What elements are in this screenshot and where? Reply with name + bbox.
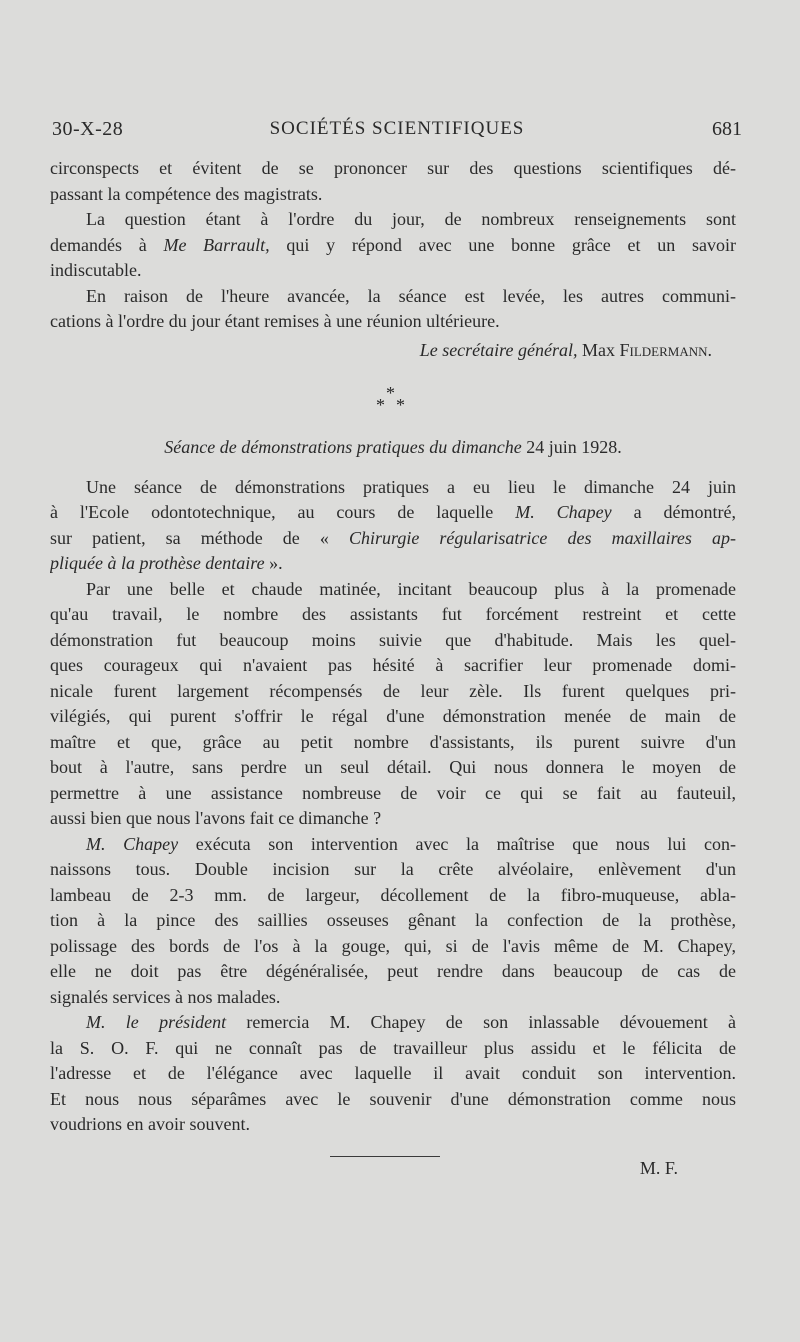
text-line: bout à l'autre, sans perdre un seul détail. Qui nous donnera le moyen de [50, 757, 736, 777]
paragraph-6 [50, 832, 736, 1011]
text-line: permettre à une assistance nombreuse de voir ce qui se fait au fauteuil, [50, 782, 736, 803]
paragraph-2 [50, 207, 736, 284]
section-heading: SOCIÉTÉS SCIENTIFIQUES [269, 118, 525, 139]
asterism [50, 381, 736, 421]
text-line: lambeau de 2-3 mm. de largeur, décollement de la fibro-muqueuse, abla- [50, 884, 736, 905]
text-line: cations à l'ordre du jour étant remises à une réunion ultérieure. [50, 311, 500, 331]
paragraph-7 [50, 1010, 736, 1138]
text-run: exécuta son intervention avec la maîtrise que nous lui con- [178, 833, 736, 854]
text-run: remercia M. Chapey de son inlassable dévouement à [226, 1012, 736, 1032]
paragraph-3 [50, 284, 736, 335]
section-title-date: 24 juin 1928. [526, 437, 622, 457]
text-line: elle ne doit pas être dégénéralisée, peut rendre dans beaucoup de cas de [50, 961, 736, 981]
text-line: Et nous nous séparâmes avec le souvenir d'une démonstration comme nous [50, 1088, 736, 1109]
text-line [50, 1010, 736, 1036]
text-line [50, 526, 736, 552]
signature [50, 338, 736, 364]
text-line: aussi bien que nous l'avons fait ce dimanche ? [50, 808, 382, 828]
signature-name-prefix: Max [581, 339, 620, 360]
text-line [50, 233, 736, 259]
paragraph-5 [50, 577, 736, 832]
text-line: la S. O. F. qui ne connaît pas de travailleur plus assidu et le félicita de [50, 1037, 736, 1058]
asterism-star: * [396, 395, 405, 415]
text-line: nicale furent largement récompensés de leur zèle. Ils furent quelques pri- [50, 680, 736, 701]
person-name: Me Barrault, [163, 234, 270, 255]
signature-name: Fildermann. [619, 339, 712, 360]
text-line: ques courageux qui n'avaient pas hésité à sacrifier leur promenade domi- [50, 655, 736, 675]
text-line: La question étant à l'ordre du jour, de nombreux renseignements sont [86, 209, 736, 229]
page-number: 681 [712, 118, 742, 140]
text-line: vilégiés, qui purent s'offrir le régal d'une démonstration menée de main de [50, 706, 736, 726]
issue-date: 30-X-28 [52, 118, 124, 140]
section-title-text: Séance de démonstrations pratiques du dimanche [164, 437, 527, 457]
text-line: passant la compétence des magistrats. [50, 183, 323, 204]
article-body [50, 156, 736, 1181]
text-line: circonspects et évitent de se prononcer sur des questions scientifiques dé- [50, 158, 736, 178]
text-run: qui y répond avec une bonne grâce et un savoir [269, 234, 736, 255]
signature-role: Le secrétaire général, [419, 339, 578, 360]
text-line: indiscutable. [50, 260, 142, 280]
text-line: Par une belle et chaude matinée, incitant beaucoup plus à la promenade [86, 578, 736, 599]
text-line [50, 500, 736, 526]
method-title: Chirurgie régularisatrice des maxillaires ap- [348, 527, 736, 548]
text-run: demandés à [50, 234, 164, 255]
text-line: Une séance de démonstrations pratiques a eu lieu le dimanche 24 juin [86, 476, 736, 497]
text-run: a démontré, [611, 502, 736, 522]
method-title: pliquée à la prothèse dentaire [50, 553, 265, 573]
end-rule [330, 1156, 440, 1157]
running-head [52, 118, 742, 148]
asterism-star: * [376, 395, 385, 415]
text-line: naissons tous. Double incision sur la crête alvéolaire, enlèvement d'un [50, 859, 736, 879]
text-line [50, 832, 736, 858]
paragraph-4 [50, 475, 736, 577]
text-line: qu'au travail, le nombre des assistants fut forcément restreint et cette [50, 604, 736, 624]
paragraph-1 [50, 156, 736, 207]
closing-initials: M. F. [639, 1157, 678, 1178]
person-name: M. Chapey [86, 833, 179, 854]
asterism-star: * [386, 383, 395, 403]
text-run: à l'Ecole odontotechnique, au cours de laquelle [50, 502, 516, 522]
text-line: signalés services à nos malades. [50, 986, 281, 1007]
text-run: sur patient, sa méthode de « [50, 527, 349, 548]
text-line: En raison de l'heure avancée, la séance est levée, les autres communi- [86, 285, 736, 306]
text-line [50, 551, 736, 577]
text-run: ». [264, 553, 283, 573]
text-line: tion à la pince des saillies osseuses gênant la confection de la prothèse, [50, 910, 736, 930]
text-line: maître et que, grâce au petit nombre d'assistants, ils purent suivre d'un [50, 731, 736, 752]
text-line: démonstration fut beaucoup moins suivie que d'habitude. Mais les quel- [50, 629, 736, 650]
text-line: l'adresse et de l'élégance avec laquelle il avait conduit son intervention. [50, 1063, 736, 1083]
section-title [50, 435, 736, 461]
person-name: M. le président [86, 1012, 227, 1032]
text-line: voudrions en avoir souvent. [50, 1114, 250, 1134]
text-line: polissage des bords de l'os à la gouge, qui, si de l'avis même de M. Chapey, [50, 935, 736, 956]
person-name: M. Chapey [515, 502, 612, 522]
